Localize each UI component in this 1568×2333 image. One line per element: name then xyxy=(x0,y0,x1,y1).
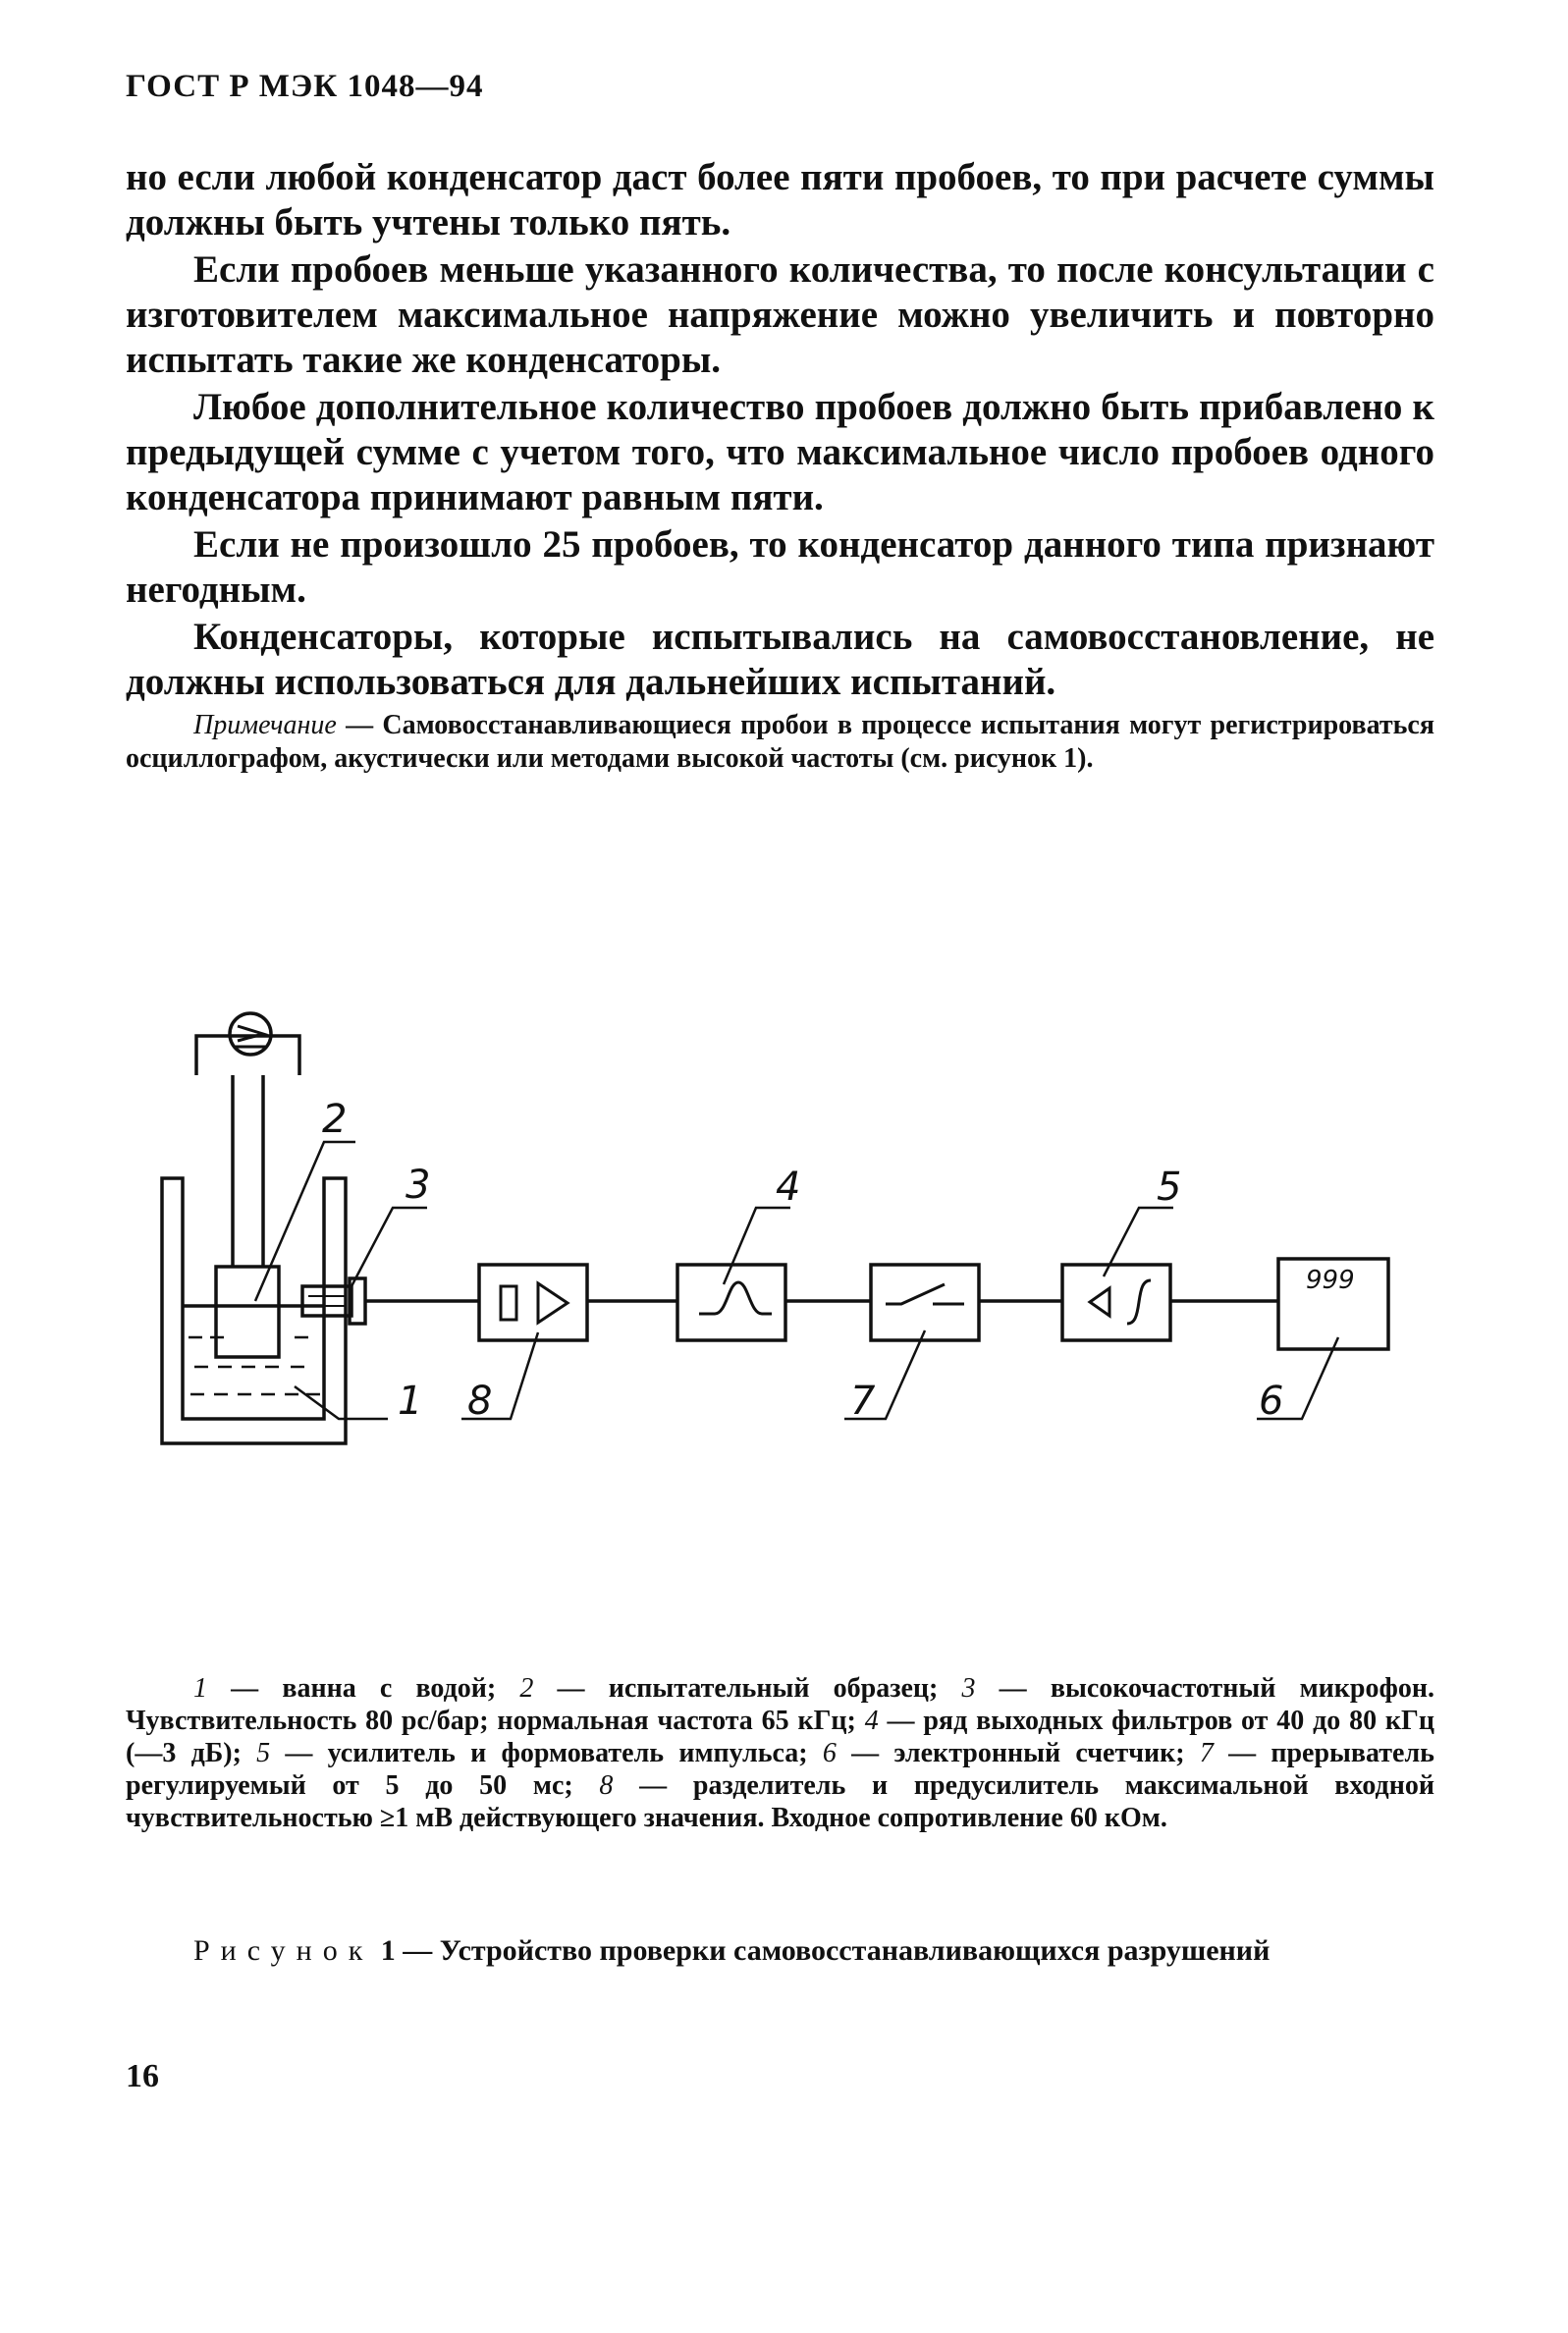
legend-text-1: — ванна с водой; xyxy=(207,1673,520,1704)
page-header: ГОСТ Р МЭК 1048—94 xyxy=(126,69,484,104)
leader-2 xyxy=(255,1142,355,1301)
legend-text-4: — ряд выходных фильтров от 40 до 80 кГц (—3 дБ); xyxy=(126,1706,1435,1768)
body-text xyxy=(126,155,1434,707)
paragraph-1: но если любой конденсатор даст более пяти пробоев, то при расчете суммы должны быть учтены только пять. xyxy=(126,156,1434,244)
leader-7 xyxy=(844,1330,925,1419)
legend-text-6: — электронный счетчик; xyxy=(836,1738,1200,1768)
leader-6 xyxy=(1257,1337,1338,1419)
microphone-cap xyxy=(350,1278,365,1324)
block-8-splitter-preamp xyxy=(479,1265,587,1340)
bath xyxy=(162,1178,346,1443)
paragraph-3: Любое дополнительное количество пробоев должно быть прибавлено к предыдущей сумме с учетом того, что максимальное число пробоев одного конденсатора принимают равным пяти. xyxy=(126,386,1434,518)
leader-3 xyxy=(351,1208,427,1286)
microphone xyxy=(302,1286,351,1316)
block-5-amplifier-shaper xyxy=(1062,1265,1170,1340)
block-7-interrupter xyxy=(871,1265,979,1340)
legend-num-3: 3 xyxy=(961,1673,976,1704)
legend-num-6: 6 xyxy=(822,1738,837,1768)
meter-icon xyxy=(230,1013,271,1055)
label-1: 1 xyxy=(398,1379,423,1424)
legend-num-2: 2 xyxy=(519,1673,534,1704)
page-number: 16 xyxy=(126,2058,159,2094)
legend-num-4: 4 xyxy=(864,1706,879,1736)
paragraph-2: Если пробоев меньше указанного количества, то после консультации с изготовителем максимальное напряжение можно увеличить и повторно испытать такие же конденсаторы. xyxy=(126,248,1434,381)
leader-1 xyxy=(295,1386,388,1419)
specimen xyxy=(216,1267,279,1357)
legend-num-5: 5 xyxy=(256,1738,271,1768)
leader-8 xyxy=(461,1332,538,1419)
caption-text: — Устройство проверки самовосстанавливающихся разрушений xyxy=(395,1934,1271,1967)
figure-caption xyxy=(126,1932,1434,1969)
note-label: Примечание xyxy=(193,710,337,740)
label-6: 6 xyxy=(1259,1379,1284,1424)
label-2: 2 xyxy=(322,1097,348,1142)
leader-5 xyxy=(1104,1208,1173,1276)
legend-num-8: 8 xyxy=(599,1770,614,1801)
note xyxy=(126,709,1434,776)
legend-text-3: — высокочастотный микрофон. Чувствительность 80 рс/бар; нормальная частота 65 кГц; xyxy=(126,1673,1434,1736)
label-8: 8 xyxy=(467,1379,493,1424)
block-4-filter xyxy=(677,1265,785,1340)
label-4: 4 xyxy=(776,1165,801,1210)
meter-bracket xyxy=(196,1036,299,1075)
figure-legend xyxy=(126,1672,1434,1834)
leader-4 xyxy=(724,1208,790,1284)
block-6-counter xyxy=(1278,1259,1388,1349)
caption-number: 1 xyxy=(373,1934,396,1967)
legend-text-5: — усилитель и формователь импульса; xyxy=(270,1738,823,1768)
legend-text-2: — испытательный образец; xyxy=(533,1673,962,1704)
paragraph-5: Конденсаторы, которые испытывались на самовосстановление, не должны использоваться для дальнейших испытаний. xyxy=(126,616,1434,703)
caption-word: Рисунок xyxy=(193,1934,374,1967)
legend-num-7: 7 xyxy=(1199,1738,1214,1768)
water-dashes xyxy=(189,1337,320,1394)
legend-text-8: — разделитель и предусилитель максимальной входной чувствительностью ≥1 мВ действующего значения. Входное сопротивление 60 кОм. xyxy=(126,1770,1434,1833)
paragraph-4: Если не произошло 25 пробоев, то конденсатор данного типа признают негодным. xyxy=(126,523,1434,611)
legend-text-7: — прерыватель регулируемый от 5 до 50 мс; xyxy=(126,1738,1434,1801)
label-5: 5 xyxy=(1157,1165,1182,1210)
legend-num-1: 1 xyxy=(193,1673,207,1704)
note-text: — Самовосстанавливающиеся пробои в процессе испытания могут регистрироваться осциллографом, акустически или методами высокой частоты (см. рисунок 1). xyxy=(126,710,1434,774)
counter-display: 999 xyxy=(1306,1266,1355,1295)
label-3: 3 xyxy=(406,1163,431,1208)
label-7: 7 xyxy=(850,1379,876,1424)
